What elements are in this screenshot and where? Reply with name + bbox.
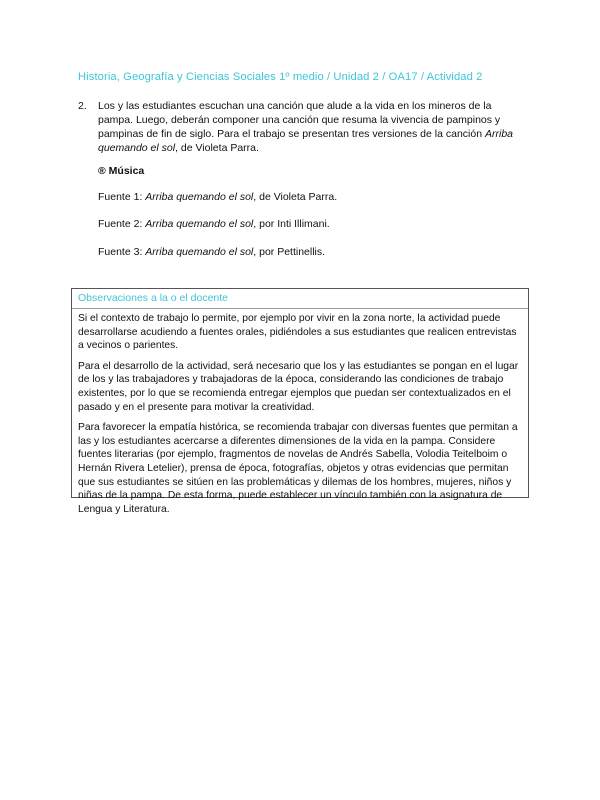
music-link[interactable]: ® Música [98,165,145,177]
source-label: Fuente 1: [98,191,146,203]
activity-text-intro: Los y las estudiantes escuchan una canción que alude a la vida en los mineros de la pampa. Luego, deberán componer una canción que resuma la vivencia de pampinos y pampinas de fin de siglo. Para el trabajo se presentan tres versiones de la canción [98,100,501,140]
source-author: , de Violeta Parra. [253,191,338,203]
breadcrumb: Historia, Geografía y Ciencias Sociales 1º medio / Unidad 2 / OA17 / Actividad 2 [78,71,483,83]
source-item-3[interactable] [98,246,325,258]
source-author: , por Pettinellis. [253,246,326,258]
source-label: Fuente 3: [98,246,146,258]
teacher-notes-paragraph-1: Si el contexto de trabajo lo permite, por ejemplo por vivir en la zona norte, la actividad puede desarrollarse acudiendo a fuentes orales, pidiéndoles a sus estudiantes que realicen entrevistas a vecinos o parientes. [78,313,517,352]
activity-text-outro: , de Violeta Parra. [175,142,259,154]
activity-number: 2. [78,100,87,112]
source-author: , por Inti Illimani. [253,218,330,230]
teacher-notes-box [71,288,529,515]
source-title: Arriba quemando el sol [145,246,254,258]
teacher-notes-title: Observaciones a la o el docente [78,292,229,304]
teacher-notes-paragraph-3: Para favorecer la empatía histórica, se recomienda trabajar con diversas fuentes que permitan a las y los estudiantes acercarse a diferentes dimensiones de la vida en la pampa. Considere fuentes literarias (por ejemplo, fragmentos de novelas de Andrés Sabella, Volodia Teitelboim o Hernán Rivera Letelier), prensa de época, fotografías, objetos y otras evidencias que permitan que sus estudiantes se sitúen en las problemáticas y dilemas de los hombres, mujeres, niños y niñas de la pampa. De esta forma, puede establecer un vínculo también con la asignatura de Lengua y Literatura. [78,422,518,515]
teacher-notes-paragraph-2: Para el desarrollo de la actividad, será necesario que los y las estudiantes se pongan en el lugar de los y las trabajadores y trabajadoras de la época, considerando las condiciones de trabajo existentes, por lo que se recomienda entregar ejemplos que puedan ser contextualizados en el pasado y en el presente para motivar la creatividad. [78,360,519,413]
teacher-notes-body [78,312,524,523]
source-item-1[interactable] [98,191,337,203]
source-title: Arriba quemando el sol [145,191,254,203]
activity-song-title: Arriba quemando el sol [98,128,513,154]
source-item-2[interactable] [98,218,330,230]
activity-description [98,99,526,155]
divider [72,308,528,309]
source-title: Arriba quemando el sol [145,218,254,230]
source-label: Fuente 2: [98,218,146,230]
